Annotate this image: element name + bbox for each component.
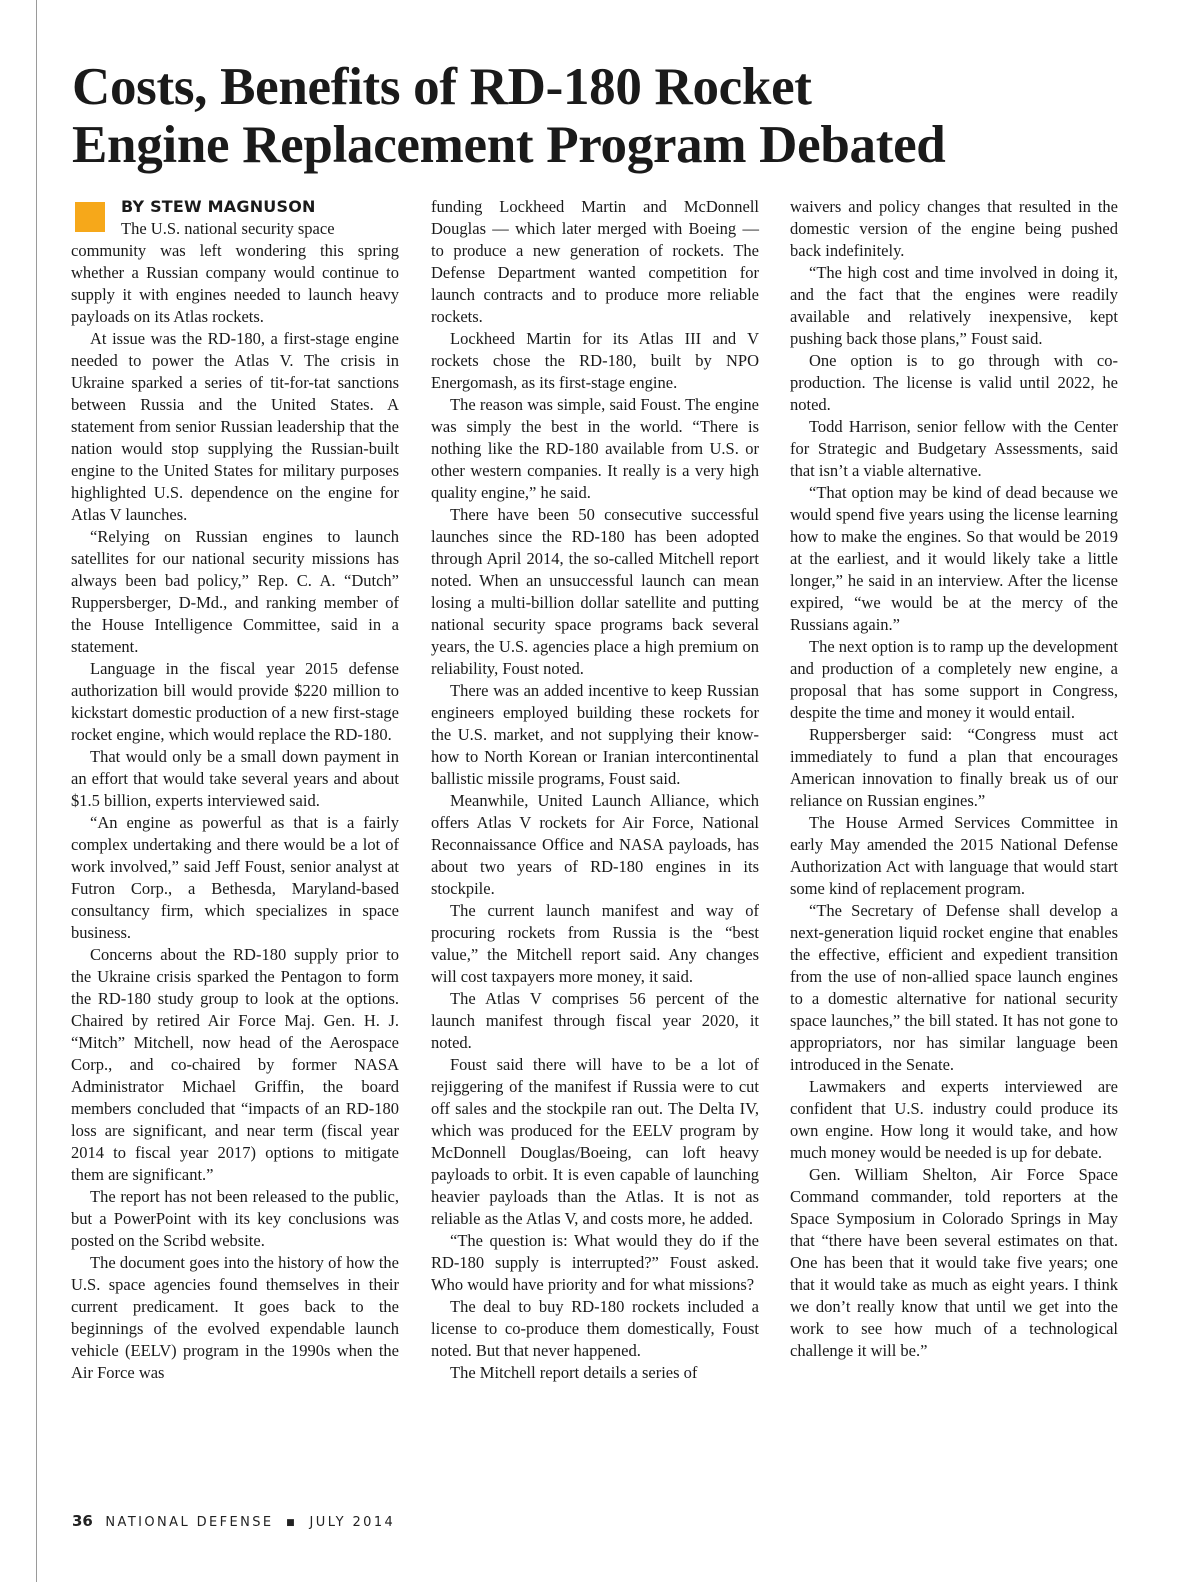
article-paragraph: Concerns about the RD-180 supply prior to the Ukraine crisis sparked the Pentagon to form the RD-180 study group to look at the options. Chaired by retired Air Force Maj. Gen. H. J. “Mitch” Mitchell, now head of the Aerospace Corp., and co-chaired by former NASA Administrator Michael Griffin, the board members concluded that “impacts of an RD-180 loss are significant, and near term (fiscal year 2014 to fiscal year 2017) options to mitigate them are significant.” bbox=[71, 945, 399, 1184]
byline-block bbox=[71, 196, 399, 240]
column-3-paragraphs bbox=[790, 262, 1118, 1362]
article-paragraph: “The Secretary of Defense shall develop a next-generation liquid rocket engine that enables the effective, efficient and expedient transition from the use of non-allied space launch engines to a domestic alternative for national security space launches,” the bill stated. It has not gone to appropriators, nor has similar language been introduced in the Senate. bbox=[790, 901, 1118, 1074]
lead-first-line: The U.S. national security space bbox=[121, 219, 335, 238]
article-paragraph: The next option is to ramp up the development and production of a completely new engine, a proposal that has some support in Congress, despite the time and money it would entail. bbox=[790, 637, 1118, 722]
publication-name: NATIONAL DEFENSE bbox=[105, 1515, 274, 1530]
column-1-paragraphs bbox=[71, 328, 399, 1384]
article-paragraph: The reason was simple, said Foust. The engine was simply the best in the world. “There is nothing like the RD-180 available from U.S. or other western companies. It really is a very high quality engine,” he said. bbox=[431, 395, 759, 502]
article-paragraph: Todd Harrison, senior fellow with the Center for Strategic and Budgetary Assessments, said that isn’t a viable alternative. bbox=[790, 417, 1118, 480]
column-3-continuation: waivers and policy changes that resulted in the domestic version of the engine being pushed back indefinitely. bbox=[790, 197, 1118, 260]
article-paragraph: The report has not been released to the public, but a PowerPoint with its key conclusions was posted on the Scribd website. bbox=[71, 1187, 399, 1250]
headline-line-1: Costs, Benefits of RD-180 Rocket bbox=[72, 58, 812, 116]
article-column-2 bbox=[431, 196, 759, 1384]
issue-date: JULY 2014 bbox=[309, 1515, 396, 1530]
article-paragraph: Gen. William Shelton, Air Force Space Command commander, told reporters at the Space Symposium in Colorado Springs in May that “there have been several estimates on that. One has been that it would take five years; one that it would take as much as eight years. I think we don’t really know that until we get into the work to see how much of a technological challenge it will be.” bbox=[790, 1165, 1118, 1360]
article-paragraph: “The high cost and time involved in doing it, and the fact that the engines were readily available and relatively inexpensive, kept pushing back those plans,” Foust said. bbox=[790, 263, 1118, 348]
article-paragraph: Language in the fiscal year 2015 defense authorization bill would provide $220 million to kickstart domestic production of a new first-stage rocket engine, which would replace the RD-180. bbox=[71, 659, 399, 744]
byline: BY STEW MAGNUSON bbox=[121, 197, 316, 216]
lead-paragraph: community was left wondering this spring whether a Russian company would continue to supply it with engines needed to launch heavy payloads on its Atlas rockets. bbox=[71, 241, 399, 326]
article-paragraph: The document goes into the history of how the U.S. space agencies found themselves in their current predicament. It goes back to the beginnings of the evolved expendable launch vehicle (EELV) program in the 1990s when the Air Force was bbox=[71, 1253, 399, 1382]
article-paragraph: Lawmakers and experts interviewed are confident that U.S. industry could produce its own engine. How long it would take, and how much money would be needed is up for debate. bbox=[790, 1077, 1118, 1162]
article-paragraph: The current launch manifest and way of procuring rockets from Russia is the “best value,” the Mitchell report said. Any changes will cost taxpayers more money, it said. bbox=[431, 901, 759, 986]
article-paragraph: “The question is: What would they do if the RD-180 supply is interrupted?” Foust asked. Who would have priority and for what missions? bbox=[431, 1231, 759, 1294]
article-headline bbox=[72, 58, 1132, 174]
article-paragraph: There have been 50 consecutive successful launches since the RD-180 has been adopted through April 2014, the so-called Mitchell report noted. When an unsuccessful launch can mean losing a multi-billion dollar satellite and putting national security space programs back several years, the U.S. agencies place a high premium on reliability, Foust noted. bbox=[431, 505, 759, 678]
article-paragraph: The House Armed Services Committee in early May amended the 2015 National Defense Authorization Act with language that would start some kind of replacement program. bbox=[790, 813, 1118, 898]
article-paragraph: Foust said there will have to be a lot of rejiggering of the manifest if Russia were to cut off sales and the stockpile ran out. The Delta IV, which was produced for the EELV program by McDonnell Douglas/Boeing, can loft heavy payloads to orbit. It is even capable of launching heavier payloads than the Atlas. It is not as reliable as the Atlas V, and costs more, he added. bbox=[431, 1055, 759, 1228]
article-paragraph: Lockheed Martin for its Atlas III and V rockets chose the RD-180, built by NPO Energomash, as its first-stage engine. bbox=[431, 329, 759, 392]
page-number: 36 bbox=[72, 1512, 93, 1530]
article-column-1 bbox=[71, 196, 399, 1384]
column-2-continuation: funding Lockheed Martin and McDonnell Douglas — which later merged with Boeing — to produce a new generation of rockets. The Defense Department wanted competition for launch contracts and to produce more reliable rockets. bbox=[431, 197, 759, 326]
headline-line-2: Engine Replacement Program Debated bbox=[72, 116, 946, 174]
article-paragraph: Meanwhile, United Launch Alliance, which offers Atlas V rockets for Air Force, National Reconnaissance Office and NASA payloads, has about two years of RD-180 engines in its stockpile. bbox=[431, 791, 759, 898]
page-footer bbox=[72, 1512, 395, 1530]
article-paragraph: The Atlas V comprises 56 percent of the launch manifest through fiscal year 2020, it noted. bbox=[431, 989, 759, 1052]
article-paragraph: “An engine as powerful as that is a fairly complex undertaking and there would be a lot of work involved,” said Jeff Foust, senior analyst at Futron Corp., a Bethesda, Maryland-based consultancy firm, which specializes in space business. bbox=[71, 813, 399, 942]
article-paragraph: That would only be a small down payment in an effort that would take several years and about $1.5 billion, experts interviewed said. bbox=[71, 747, 399, 810]
article-paragraph: The Mitchell report details a series of bbox=[450, 1363, 698, 1382]
article-paragraph: “That option may be kind of dead because we would spend five years using the license learning how to make the engines. So that would be 2019 at the earliest, and it would likely take a little longer,” he said in an interview. After the license expired, “we would be at the mercy of the Russians again.” bbox=[790, 483, 1118, 634]
article-column-3 bbox=[790, 196, 1118, 1362]
article-paragraph: The deal to buy RD-180 rockets included a license to co-produce them domestically, Foust noted. But that never happened. bbox=[431, 1297, 759, 1360]
article-paragraph: At issue was the RD-180, a first-stage engine needed to power the Atlas V. The crisis in Ukraine sparked a series of tit-for-tat sanctions between Russia and the United States. A statement from senior Russian leadership that the nation would stop supplying the Russian-built engine to the United States for military purposes highlighted U.S. dependence on the engine for Atlas V launches. bbox=[71, 329, 399, 524]
footer-separator-icon: ■ bbox=[286, 1518, 297, 1528]
article-paragraph: One option is to go through with co-production. The license is valid until 2022, he noted. bbox=[790, 351, 1118, 414]
article-paragraph: “Relying on Russian engines to launch satellites for our national security missions has always been bad policy,” Rep. C. A. “Dutch” Ruppersberger, D-Md., and ranking member of the House Intelligence Committee, said in a statement. bbox=[71, 527, 399, 656]
page-margin-rule bbox=[36, 0, 37, 1582]
column-2-paragraphs bbox=[431, 328, 759, 1384]
article-paragraph: Ruppersberger said: “Congress must act immediately to fund a plan that encourages American innovation to finally break us of our reliance on Russian engines.” bbox=[790, 725, 1118, 810]
section-marker-icon bbox=[75, 202, 105, 232]
article-paragraph: There was an added incentive to keep Russian engineers employed building these rockets for the U.S. market, and not supplying their know-how to North Korean or Iranian intercontinental ballistic missile programs, Foust said. bbox=[431, 681, 759, 788]
